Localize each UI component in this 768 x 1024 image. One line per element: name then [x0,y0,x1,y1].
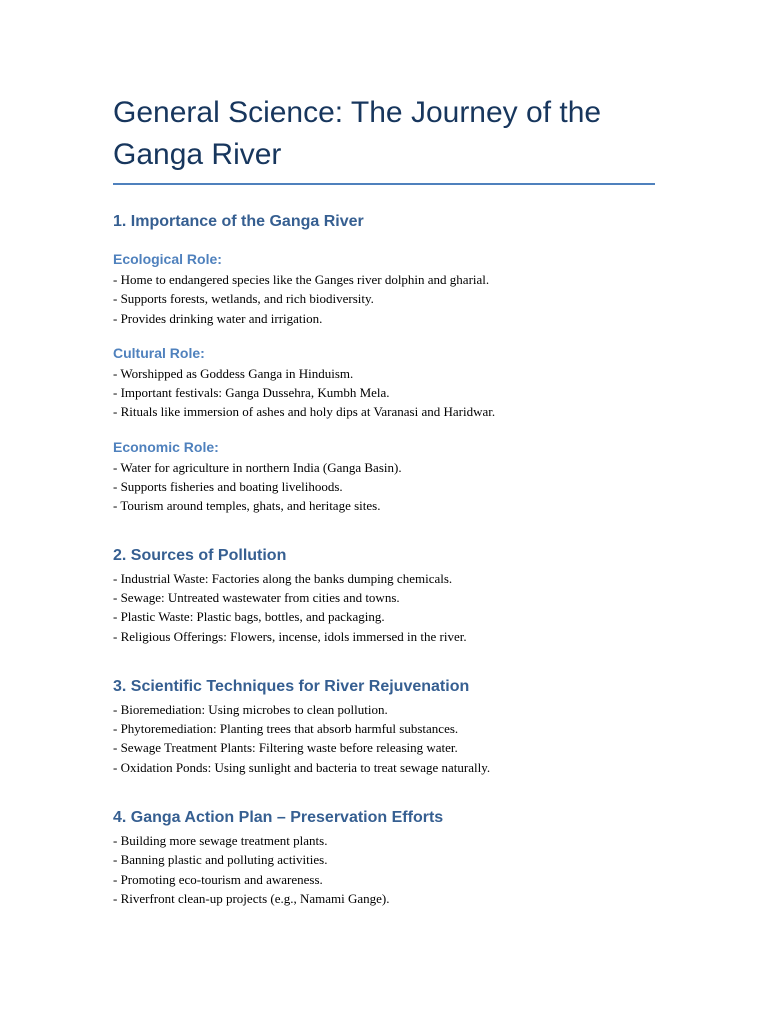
ecological-role-list [113,270,655,328]
list-item: - Sewage Treatment Plants: Filtering waste before releasing water. [113,740,458,756]
list-item: - Supports forests, wetlands, and rich biodiversity. [113,291,374,307]
list-item: - Important festivals: Ganga Dussehra, Kumbh Mela. [113,385,390,401]
cultural-role-list [113,364,655,422]
list-item: - Plastic Waste: Plastic bags, bottles, and packaging. [113,609,385,625]
list-item: - Bioremediation: Using microbes to clean pollution. [113,701,388,717]
list-item: - Promoting eco-tourism and awareness. [113,871,323,887]
list-item: - Industrial Waste: Factories along the banks dumping chemicals. [113,570,453,586]
subheading-ecological-role: Ecological Role: [113,251,222,267]
list-item: - Banning plastic and polluting activities. [113,852,328,868]
action-plan-list [113,831,655,908]
section-heading-rejuvenation: 3. Scientific Techniques for River Rejuvenation [113,677,470,695]
pollution-list [113,569,655,646]
list-item: - Tourism around temples, ghats, and heritage sites. [113,498,381,514]
list-item: - Riverfront clean-up projects (e.g., Namami Gange). [113,890,390,906]
list-item: - Rituals like immersion of ashes and holy dips at Varanasi and Haridwar. [113,404,496,420]
document-title: General Science: The Journey of the Ganga River [113,92,655,185]
list-item: - Religious Offerings: Flowers, incense, idols immersed in the river. [113,628,467,644]
list-item: - Sewage: Untreated wastewater from cities and towns. [113,589,400,605]
economic-role-list [113,458,655,516]
section-heading-action-plan: 4. Ganga Action Plan – Preservation Efforts [113,809,444,827]
subheading-economic-role: Economic Role: [113,438,219,455]
list-item: - Supports fisheries and boating livelihoods. [113,479,343,495]
section-heading-pollution: 2. Sources of Pollution [113,546,287,564]
document-page [113,92,655,908]
list-item: - Provides drinking water and irrigation. [113,310,323,326]
list-item: - Home to endangered species like the Ganges river dolphin and gharial. [113,272,490,287]
subheading-cultural-role: Cultural Role: [113,344,205,361]
list-item: - Oxidation Ponds: Using sunlight and bacteria to treat sewage naturally. [113,759,491,775]
section-heading-importance: 1. Importance of the Ganga River [113,213,364,230]
list-item: - Worshipped as Goddess Ganga in Hinduism. [113,365,354,381]
list-item: - Phytoremediation: Planting trees that absorb harmful substances. [113,721,459,737]
list-item: - Water for agriculture in northern India (Ganga Basin). [113,459,402,475]
list-item: - Building more sewage treatment plants. [113,833,328,849]
rejuvenation-list [113,700,655,777]
